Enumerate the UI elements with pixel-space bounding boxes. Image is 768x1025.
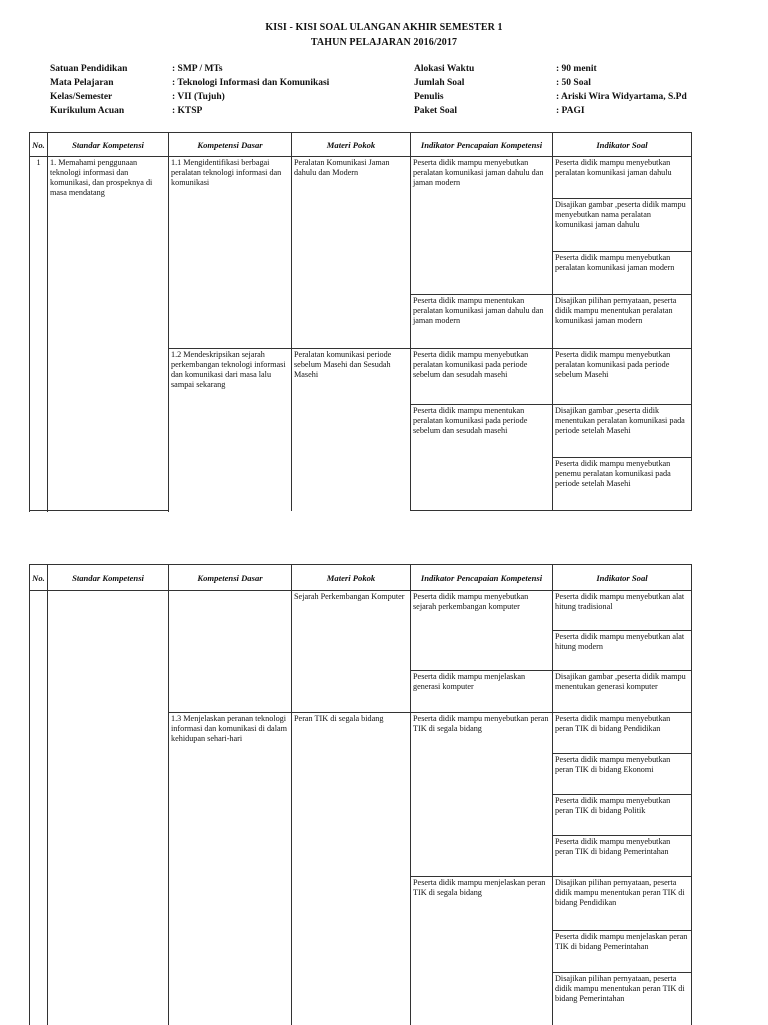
cell-is: Peserta didik mampu menyebutkan peran TIK di bidang Pemerintahan <box>553 836 692 877</box>
meta-label: Kelas/Semester <box>50 92 113 102</box>
cell-is: Peserta didik mampu menyebutkan alat hitung modern <box>553 631 692 671</box>
cell-kd: 1.1 Mengidentifikasi berbagai peralatan teknologi informasi dan komunikasi <box>169 157 292 349</box>
cell-mp: Peralatan komunikasi periode sebelum Masehi dan Sesudah Masehi <box>292 349 411 511</box>
meta-value: : KTSP <box>172 106 203 116</box>
meta-label: Kurikulum Acuan <box>50 106 125 116</box>
meta-right-values <box>556 62 687 118</box>
meta-label: Jumlah Soal <box>414 78 465 88</box>
cell-is: Disajikan gambar ,peserta didik mampu menyebutkan nama peralatan komunikasi jaman dahulu <box>553 199 692 252</box>
cell-is: Peserta didik mampu menyebutkan peran TIK di bidang Ekonomi <box>553 754 692 795</box>
meta-label: Alokasi Waktu <box>414 64 475 74</box>
cell-is: Peserta didik mampu menyebutkan peralatan komunikasi pada periode sebelum Masehi <box>553 349 692 405</box>
cell-kd <box>169 591 292 713</box>
cell-is: Peserta didik mampu menyebutkan peran TIK di bidang Politik <box>553 795 692 836</box>
cell-is: Disajikan pilihan pernyataan, peserta didik mampu menentukan peran TIK di bidang Pemerintahan <box>553 973 692 1025</box>
cell-is: Peserta didik mampu menyebutkan alat hitung tradisional <box>553 591 692 631</box>
col-header-sk: Standar Kompetensi <box>48 565 169 591</box>
cell-ipk: Peserta didik mampu menyebutkan peralatan komunikasi pada periode sebelum dan sesudah masehi <box>411 349 553 405</box>
meta-value: : VII (Tujuh) <box>172 92 225 102</box>
col-header-is: Indikator Soal <box>553 133 692 157</box>
meta-value: : SMP / MTs <box>172 64 223 74</box>
cell-ipk: Peserta didik mampu menentukan peralatan komunikasi jaman dahulu dan jaman modern <box>411 295 553 349</box>
col-header-mp: Materi Pokok <box>292 133 411 157</box>
kisi-table-page-1 <box>29 132 692 511</box>
cell-mp: Peralatan Komunikasi Jaman dahulu dan Modern <box>292 157 411 349</box>
cell-ipk: Peserta didik mampu menjelaskan generasi komputer <box>411 671 553 713</box>
cell-kd: 1.2 Mendeskripsikan sejarah perkembangan teknologi informasi dan komunikasi dari masa lalu sampai sekarang <box>169 349 292 511</box>
cell-is: Peserta didik mampu menyebutkan peralatan komunikasi jaman modern <box>553 252 692 295</box>
col-header-no: No. <box>30 565 48 591</box>
cell-is: Disajikan gambar ,peserta didik menentukan peralatan komunikasi pada periode setelah Masehi <box>553 405 692 458</box>
col-header-sk: Standar Kompetensi <box>48 133 169 157</box>
meta-value: : 50 Soal <box>556 78 591 88</box>
cell-is: Disajikan pilihan pernyataan, peserta didik mampu menentukan peran TIK di bidang Pendidikan <box>553 877 692 931</box>
cell-mp: Sejarah Perkembangan Komputer <box>292 591 411 713</box>
cell-ipk: Peserta didik mampu menyebutkan peralatan komunikasi jaman dahulu dan jaman modern <box>411 157 553 295</box>
col-header-is: Indikator Soal <box>553 565 692 591</box>
meta-label: Mata Pelajaran <box>50 78 114 88</box>
cell-sk <box>48 591 169 1025</box>
meta-right-labels <box>414 62 474 118</box>
col-header-mp: Materi Pokok <box>292 565 411 591</box>
meta-label: Satuan Pendidikan <box>50 64 128 74</box>
meta-label: Penulis <box>414 92 444 102</box>
cell-no <box>30 591 48 1025</box>
cell-mp: Peran TIK di segala bidang <box>292 713 411 1025</box>
cell-ipk: Peserta didik mampu menentukan peralatan komunikasi pada periode sebelum dan sesudah masehi <box>411 405 553 511</box>
cell-is: Disajikan pilihan pernyataan, peserta didik mampu menentukan peralatan komunikasi jaman modern <box>553 295 692 349</box>
col-header-kd: Kompetensi Dasar <box>169 565 292 591</box>
meta-value: : Ariski Wira Widyartama, S.Pd <box>556 92 687 102</box>
col-header-no: No. <box>30 133 48 157</box>
kisi-table-page-2 <box>29 564 692 1025</box>
col-header-ipk: Indikator Pencapaian Kompetensi <box>411 133 553 157</box>
cell-is: Peserta didik mampu menyebutkan peralatan komunikasi jaman dahulu <box>553 157 692 199</box>
cell-is: Peserta didik mampu menyebutkan peran TIK di bidang Pendidikan <box>553 713 692 754</box>
meta-left-values <box>172 62 329 118</box>
cell-is: Peserta didik mampu menyebutkan penemu peralatan komunikasi pada periode setelah Masehi <box>553 458 692 511</box>
document-subtitle: TAHUN PELAJARAN 2016/2017 <box>310 37 458 48</box>
cell-ipk: Peserta didik mampu menjelaskan peran TIK di segala bidang <box>411 877 553 1025</box>
meta-value: : PAGI <box>556 106 585 116</box>
cell-no: 1 <box>30 157 48 511</box>
meta-value: : Teknologi Informasi dan Komunikasi <box>172 78 330 88</box>
cell-ipk: Peserta didik mampu menyebutkan peran TIK di segala bidang <box>411 713 553 877</box>
col-header-ipk: Indikator Pencapaian Kompetensi <box>411 565 553 591</box>
meta-left-labels <box>50 62 127 118</box>
cell-sk: 1. Memahami penggunaan teknologi informasi dan komunikasi, dan prospeknya di masa mendatang <box>48 157 169 511</box>
meta-label: Paket Soal <box>414 106 458 116</box>
col-header-kd: Kompetensi Dasar <box>169 133 292 157</box>
meta-value: : 90 menit <box>556 64 597 74</box>
cell-is: Disajikan gambar ,peserta didik mampu menentukan generasi komputer <box>553 671 692 713</box>
document-title: KISI - KISI SOAL ULANGAN AKHIR SEMESTER 1 <box>265 22 503 33</box>
cell-is: Peserta didik mampu menjelaskan peran TIK di bidang Pemerintahan <box>553 931 692 973</box>
cell-kd: 1.3 Menjelaskan peranan teknologi informasi dan komunikasi di dalam kehidupan sehari-hari <box>169 713 292 1025</box>
cell-ipk: Peserta didik mampu menyebutkan sejarah perkembangan komputer <box>411 591 553 671</box>
